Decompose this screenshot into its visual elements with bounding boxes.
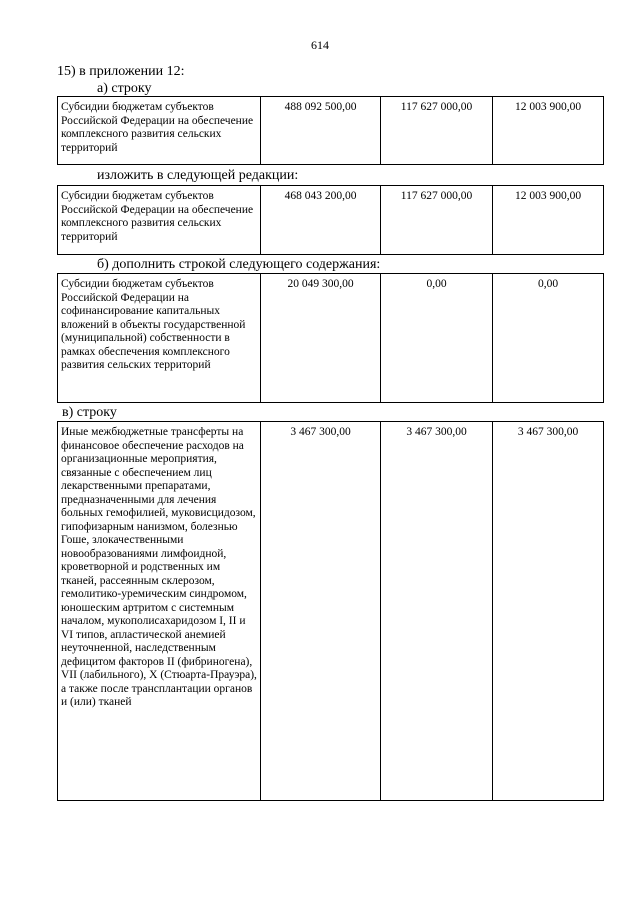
table-row: [58, 186, 604, 255]
row-description: Иные межбюджетные трансферты на финансовое обеспечение расходов на организационные мероприятия, связанные с обеспечением лиц лекарственными препаратами, предназначенными для лечения больных гемофилией, муковисцидозом, гипофизарным нанизмом, болезнью Гоше, злокачественными новообразованиями лимфоидной, кроветворной и родственных им тканей, рассеянным склерозом, гемолитико-уремическим синдромом, юношеским артритом с системным началом, мукополисахаридозом I, II и VI типов, апластической анемией неуточненной, наследственным дефицитом факторов II (фибриногена), VII (лабильного), X (Стюарта-Прауэра), а также после трансплантации органов и (или) тканей: [58, 422, 261, 801]
row-description: Субсидии бюджетам субъектов Российской Федерации на обеспечение комплексного развития сельских территорий: [58, 97, 261, 165]
subsection-b-heading: б) дополнить строкой следующего содержания:: [97, 257, 381, 272]
table-row: [58, 97, 604, 165]
subsection-c-heading: в) строку: [62, 405, 117, 420]
table-row: [58, 422, 604, 801]
amount-col-1: 20 049 300,00: [261, 274, 381, 403]
amount-col-2: 0,00: [381, 274, 493, 403]
amount-col-2: 117 627 000,00: [381, 97, 493, 165]
table-a-replacement: [57, 185, 604, 255]
replace-heading: изложить в следующей редакции:: [97, 168, 299, 183]
amount-col-2: 117 627 000,00: [381, 186, 493, 255]
amount-col-1: 3 467 300,00: [261, 422, 381, 801]
amount-col-1: 488 092 500,00: [261, 97, 381, 165]
row-description: Субсидии бюджетам субъектов Российской Федерации на обеспечение комплексного развития сельских территорий: [58, 186, 261, 255]
subsection-a-heading: а) строку: [97, 81, 152, 96]
row-description: Субсидии бюджетам субъектов Российской Федерации на софинансирование капитальных вложений в объекты государственной (муниципальной) собственности в рамках обеспечения комплексного развития сельских территорий: [58, 274, 261, 403]
amount-col-1: 468 043 200,00: [261, 186, 381, 255]
section-heading: 15) в приложении 12:: [57, 64, 185, 79]
table-row: [58, 274, 604, 403]
amount-col-3: 0,00: [493, 274, 604, 403]
table-c-original: [57, 421, 604, 801]
page-number: 614: [311, 38, 329, 52]
amount-col-3: 12 003 900,00: [493, 97, 604, 165]
table-a-original: [57, 96, 604, 165]
amount-col-3: 12 003 900,00: [493, 186, 604, 255]
amount-col-3: 3 467 300,00: [493, 422, 604, 801]
amount-col-2: 3 467 300,00: [381, 422, 493, 801]
table-b-new-row: [57, 273, 604, 403]
